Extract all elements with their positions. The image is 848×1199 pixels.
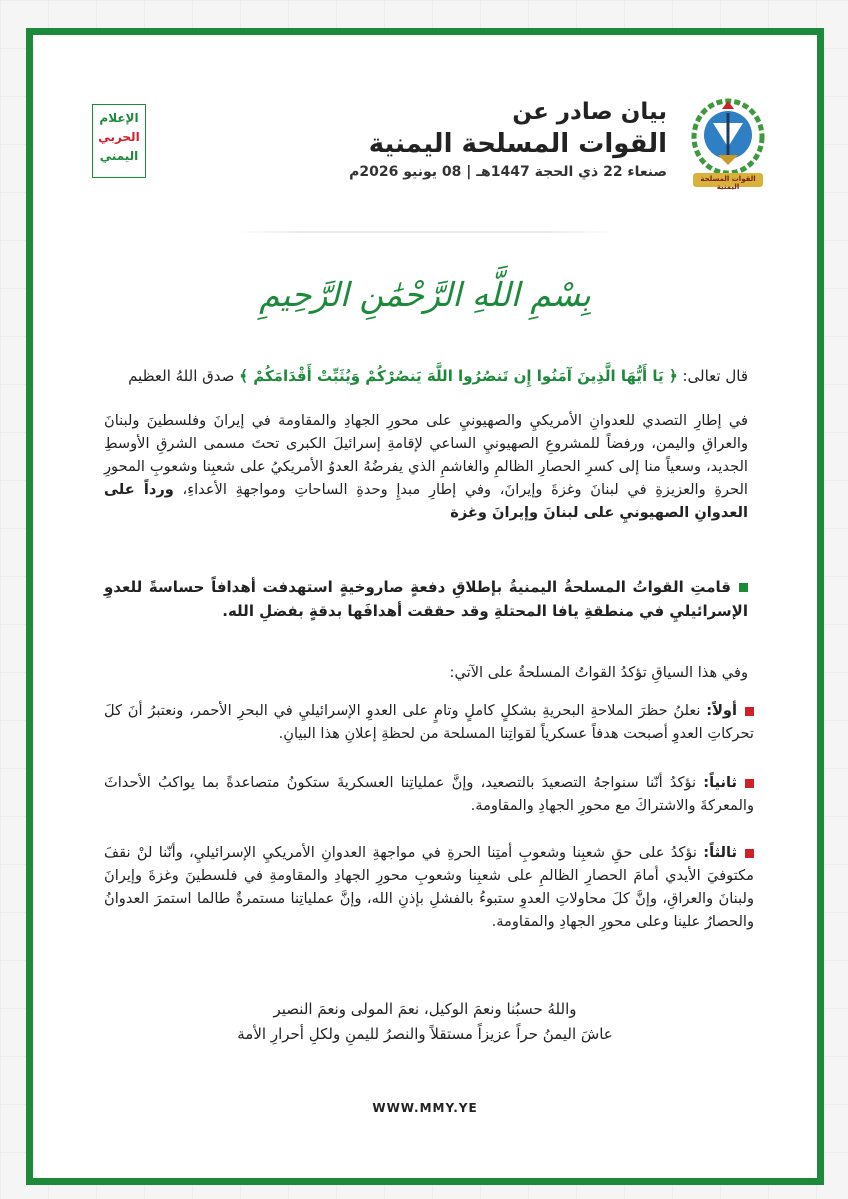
header-separator <box>233 231 617 233</box>
closing-line-1: واللهُ حسبُنا ونعمَ الوكيل، نعمَ المولى ونعمَ النصير <box>273 1000 577 1018</box>
context-text: في إطارِ التصدي للعدوانِ الأمريكيِ والصهيونيِ على محورِ الجهادِ والمقاومة في إيرانَ وفلسطينَ ولبنانَ والعراقِ واليمن، ورفضاً للمشروعِ الصهيونيِ الساعي لإقامةِ إسرائيلَ الكبرى تحتَ مسمى الشرقِ الأوسطِ الجديد، وسعياً منا إلى كسرِ الحصارِ الظالمِ والغاشمِ الذي يفرضُهُ العدوُ الأمريكيُ على شعبِنا وشعوبِ المحورِ الحرةِ والعزيزةِ في لبنانَ وغزةَ وإيرانَ، وفي إطارِ مبدإِ وحدةِ الساحاتِ ومواجهةِ الأعداءِ، <box>104 412 748 498</box>
military-media-logo <box>92 104 146 178</box>
point-1 <box>104 699 754 745</box>
points-intro: وفي هذا السياقِ تؤكدُ القواتُ المسلحةُ على الآتي: <box>449 664 748 681</box>
operation-text: قامتِ القواتُ المسلحةُ اليمنيةُ بإطلاقِ دفعةٍ صاروخيةٍ استهدفت أهدافاً حساسةً للعدوِ الإسرائيليِ في منطقةِ يافا المحتلةِ وقد حققت أهدافَها بدقةٍ بفضلِ الله. <box>104 578 748 620</box>
point-1-text: نعلنُ حظرَ الملاحةِ البحريةِ بشكلٍ كاملٍ وتامٍ على العدوِ الإسرائيليِ في البحرِ الأحمر، ونعتبرُ أنَ كلَ تحركاتِ العدوِ أصبحت هدفاً عسكرياً لقواتِنا المسلحة من لحظةِ إعلانِ هذا البيانِ. <box>104 702 754 742</box>
quote-verse: ﴿ يَا أَيُّهَا الَّذِينَ آمَنُوا إِن تَنصُرُوا اللَّهَ يَنصُرْكُمْ وَيُثَبِّتْ أَقْدَامَكُمْ ﴾ <box>239 367 678 385</box>
quote-intro: قال تعالى: <box>682 367 748 385</box>
red-bullet-icon <box>745 779 754 788</box>
point-2 <box>104 771 754 817</box>
point-2-lead: ثانياً: <box>703 774 737 791</box>
context-bold: ورداً على العدوانِ الصهيونيِ على لبنانَ وإيرانَ وغزة <box>104 481 748 521</box>
quran-quote <box>108 365 748 388</box>
website-url[interactable]: WWW.MMY.YE <box>372 1101 478 1115</box>
basmala-calligraphy: بِسْمِ اللَّهِ الرَّحْمَٰنِ الرَّحِيمِ <box>259 275 591 314</box>
emblem-caption: القوات المسلحة اليمنية <box>700 175 756 191</box>
statement-header <box>349 97 667 183</box>
point-3-text: نؤكدُ على حقِ شعبِنا وشعوبِ أمتِنا الحرةِ في مواجهةِ العدوانِ الأمريكيِ الإسرائيليِ، وأنّنا لنْ نقفَ مكتوفيَ الأيدي أمامَ الحصارِ الظالمِ على شعبِنا وشعوبِ محورِ الجهادِ والمقاومةِ في فلسطينَ وغزةَ وإيرانَ ولبنانَ والعراقِ، وإنَّ كلَ محاولاتِ العدوِ ستبوءُ بالفشلِ بإذنِ الله، وإنَّ عملياتِنا مستمرةٌ طالما استمرَ العدوانُ والحصارُ علينا وعلى محورِ الجهادِ والمقاومة. <box>104 844 754 930</box>
green-bullet-icon <box>739 583 748 592</box>
header-date: صنعاء 22 ذي الحجة 1447هـ | 08 يونيو 2026م <box>349 164 667 180</box>
point-2-text: نؤكدُ أنّنا سنواجهُ التصعيدَ بالتصعيد، وإنَّ عملياتِنا العسكريةَ ستكونُ متصاعدةً بما يواكبُ الأحداثَ والمعركةَ والاشتراكَ مع محورِ الجهادِ والمقاومة. <box>104 774 754 814</box>
closing-block <box>183 997 667 1047</box>
media-logo-line-2: الحربي <box>98 130 140 144</box>
media-logo-line-3: اليمني <box>99 149 139 163</box>
quote-outro: صدق اللهُ العظيم <box>128 367 235 385</box>
operation-announcement <box>104 575 748 623</box>
point-3-lead: ثالثاً: <box>703 844 737 861</box>
red-bullet-icon <box>745 849 754 858</box>
statement-frame <box>26 28 824 1185</box>
red-bullet-icon <box>745 707 754 716</box>
header-title: القوات المسلحة اليمنية <box>368 129 667 159</box>
header-line-1: بيان صادر عن <box>512 99 667 125</box>
closing-line-2: عاشَ اليمنُ حراً عزيزاً مستقلاً والنصرُ لليمنِ ولكلِ أحرارِ الأمة <box>237 1025 613 1043</box>
context-paragraph <box>104 409 748 524</box>
point-3 <box>104 841 754 933</box>
point-1-lead: أولاً: <box>706 702 738 719</box>
media-logo-line-1: الإعلام <box>99 111 139 125</box>
